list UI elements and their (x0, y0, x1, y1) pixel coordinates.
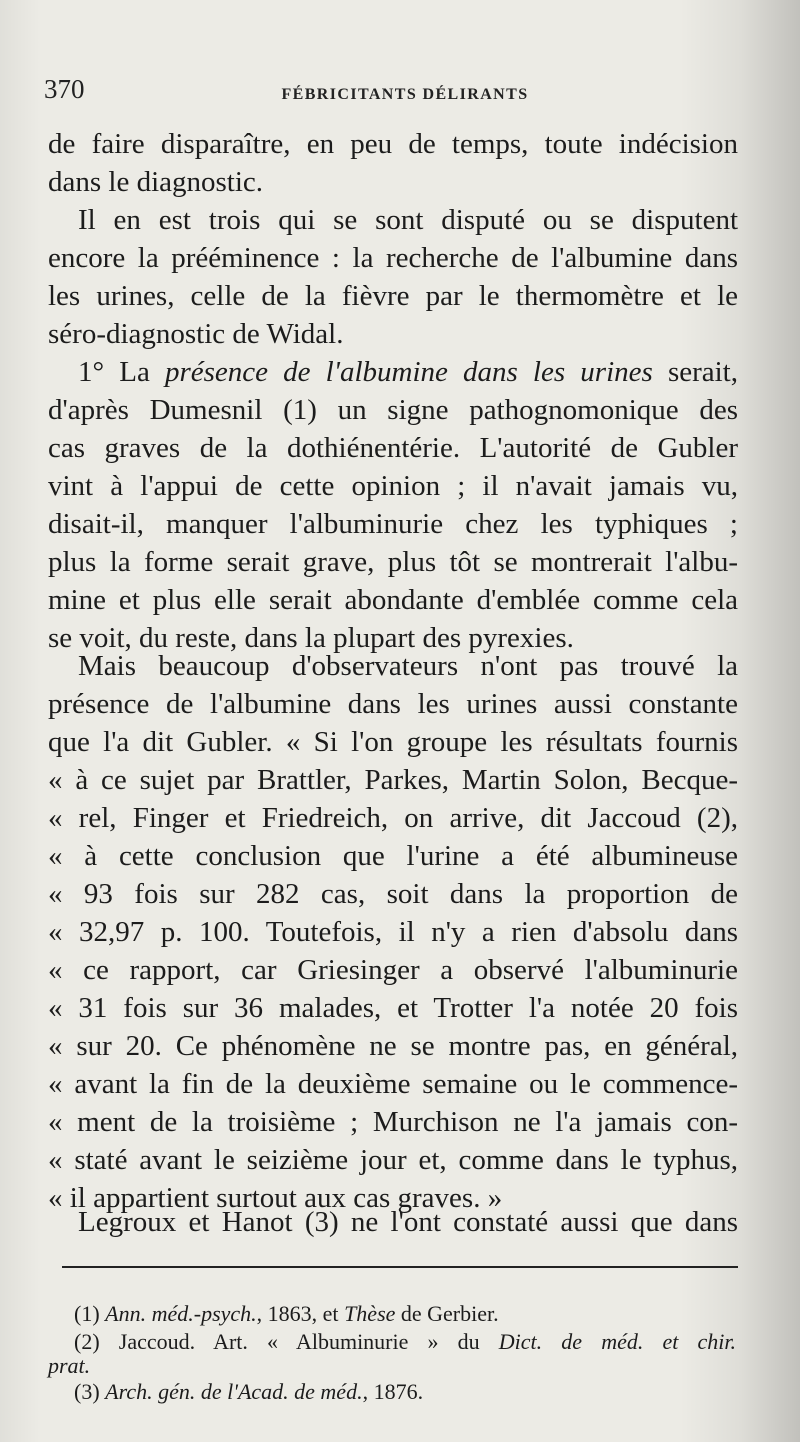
body-line: encore la prééminence : la recherche de l'albumine dans (48, 242, 738, 274)
body-line: « ce rapport, car Griesinger a observé l'albuminurie (48, 954, 738, 986)
body-line: vint à l'appui de cette opinion ; il n'avait jamais vu, (48, 470, 738, 502)
body-text: 1° La (78, 356, 165, 388)
footnote-dict: Dict. de méd. et chir. (498, 1329, 737, 1354)
footnote-text: , 1876. (362, 1379, 424, 1404)
body-line: mine et plus elle serait abondante d'emblée comme cela (48, 584, 738, 616)
body-line: les urines, celle de la fièvre par le thermomètre et le (48, 280, 738, 312)
body-line: séro-diagnostic de Widal. (48, 318, 344, 350)
body-line: Mais beaucoup d'observateurs n'ont pas trouvé la (78, 650, 738, 682)
body-line: « 32,97 p. 100. Toutefois, il n'y a rien d'absolu dans (48, 916, 738, 948)
footnote-1 (74, 1300, 736, 1328)
footnote-these: Thèse (344, 1301, 396, 1326)
body-line: « avant la fin de la deuxième semaine ou le commence- (48, 1068, 738, 1100)
body-line: « à cette conclusion que l'urine a été albumineuse (48, 840, 738, 872)
italic-phrase: présence de l'albumine dans les urines (164, 356, 653, 388)
body-line: d'après Dumesnil (1) un signe pathognomonique des (48, 394, 738, 426)
footnote-marker: (1) (74, 1301, 100, 1326)
body-line: « sur 20. Ce phénomène ne se montre pas, en général, (48, 1030, 738, 1062)
footnote-3 (74, 1378, 736, 1406)
body-line: « 31 fois sur 36 malades, et Trotter l'a notée 20 fois (48, 992, 738, 1024)
body-line: « à ce sujet par Brattler, Parkes, Martin Solon, Becque- (48, 764, 738, 796)
footnote-cont: prat. (48, 1353, 91, 1378)
body-line: « il appartient surtout aux cas graves. » (48, 1182, 503, 1214)
body-line: « staté avant le seizième jour et, comme dans le typhus, (48, 1144, 738, 1176)
footnote-marker: (3) (74, 1379, 100, 1404)
footnote-text: de Gerbier. (395, 1301, 499, 1326)
running-title: FÉBRICITANTS DÉLIRANTS (281, 86, 529, 103)
body-line: Legroux et Hanot (3) ne l'ont constaté aussi que dans (78, 1206, 738, 1238)
page-number: 370 (44, 74, 85, 104)
footnote-marker: (2) (74, 1329, 100, 1354)
body-line: « rel, Finger et Friedreich, on arrive, dit Jaccoud (2), (48, 802, 738, 834)
body-line-with-italic (78, 353, 738, 391)
body-line: « 93 fois sur 282 cas, soit dans la proportion de (48, 878, 738, 910)
body-line: plus la forme serait grave, plus tôt se montrerait l'albu- (48, 546, 738, 578)
body-line: se voit, du reste, dans la plupart des pyrexies. (48, 622, 574, 654)
body-line: que l'a dit Gubler. « Si l'on groupe les résultats fournis (48, 726, 738, 758)
footnote-source: Ann. méd.-psych. (105, 1301, 257, 1326)
body-line: « ment de la troisième ; Murchison ne l'a jamais con- (48, 1106, 738, 1138)
body-line: de faire disparaître, en peu de temps, toute indécision (48, 128, 738, 160)
footnote-text: Jaccoud. Art. « Albuminurie » du (118, 1329, 480, 1354)
body-line: disait-il, manquer l'albuminurie chez les typhiques ; (48, 508, 738, 540)
footnote-rule (62, 1266, 738, 1268)
body-text: serait, (652, 356, 738, 388)
footnote-2-cont (48, 1352, 736, 1380)
body-line: cas graves de la dothiénentérie. L'autorité de Gubler (48, 432, 738, 464)
body-line: dans le diagnostic. (48, 166, 264, 198)
body-line: présence de l'albumine dans les urines aussi constante (48, 688, 738, 720)
body-line: Il en est trois qui se sont disputé ou se disputent (78, 204, 738, 236)
footnote-text: , 1863, et (256, 1301, 345, 1326)
footnote-source: Arch. gén. de l'Acad. de méd. (105, 1379, 363, 1404)
